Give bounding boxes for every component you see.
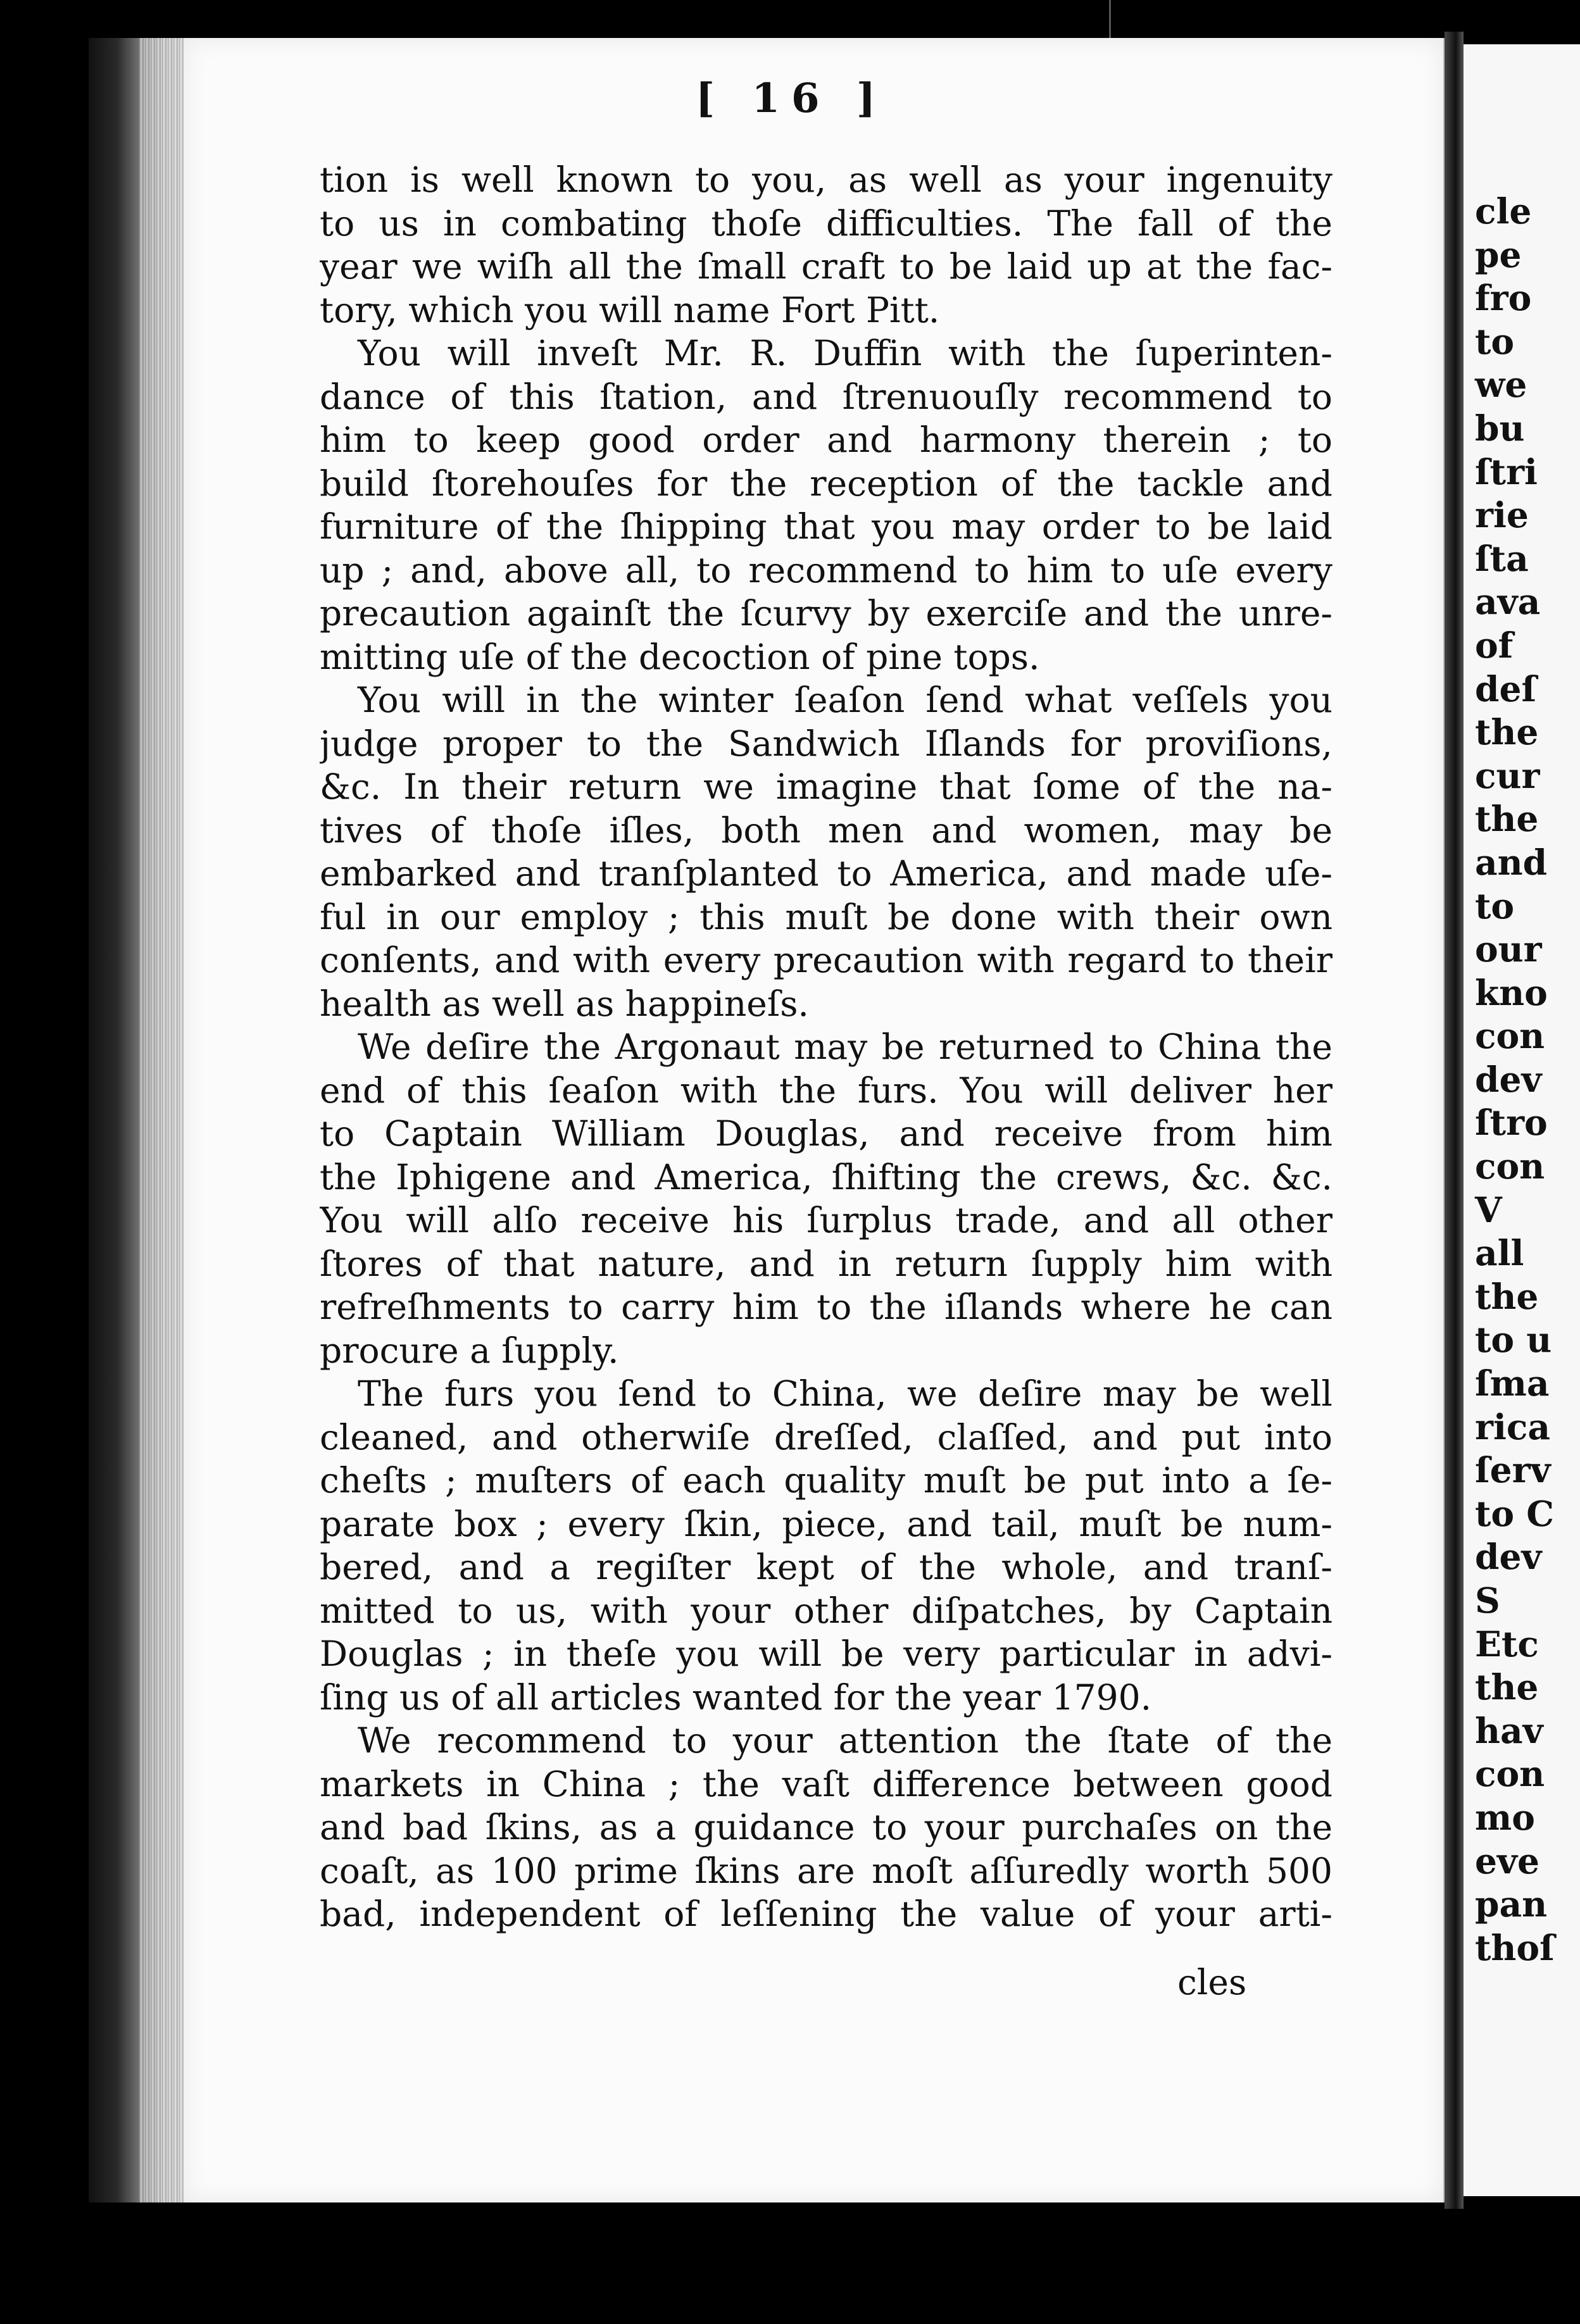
facing-page-line: to C bbox=[1475, 1492, 1555, 1534]
facing-page-line: pe bbox=[1475, 234, 1522, 275]
facing-page-line: ſtri bbox=[1475, 451, 1538, 492]
text-line: to Captain William Douglas, and receive from him bbox=[320, 1113, 1332, 1154]
text-line: tives of thoſe iſles, both men and women, may be bbox=[320, 809, 1332, 851]
text-line: coaſt, as 100 prime ſkins are moſt aſſuredly worth 500 bbox=[320, 1850, 1332, 1891]
text-line: ful in our employ ; this muſt be done with their own bbox=[320, 896, 1332, 937]
facing-page-line: kno bbox=[1475, 971, 1548, 1013]
text-line: cleaned, and otherwiſe dreſſed, claſſed, and put into bbox=[320, 1416, 1332, 1458]
facing-page-line: deſ bbox=[1475, 668, 1537, 709]
text-line: procure a ſupply. bbox=[320, 1330, 619, 1371]
page-number: [ 16 ] bbox=[695, 75, 887, 122]
facing-page-line: to bbox=[1475, 320, 1515, 362]
facing-page-line: we bbox=[1475, 364, 1527, 406]
facing-page-line: con bbox=[1475, 1753, 1545, 1795]
text-line: health as well as happineſs. bbox=[320, 983, 809, 1024]
facing-page-line: con bbox=[1475, 1015, 1545, 1057]
facing-page-line: ſma bbox=[1475, 1363, 1550, 1404]
facing-page-line: mo bbox=[1475, 1796, 1535, 1838]
facing-page-line: hav bbox=[1475, 1709, 1543, 1751]
facing-page-line: the bbox=[1475, 1275, 1539, 1317]
facing-page-line: Etc bbox=[1475, 1623, 1539, 1665]
facing-page-line: the bbox=[1475, 1666, 1539, 1708]
text-line: ſtores of that nature, and in return ſupply him with bbox=[320, 1243, 1332, 1284]
text-line: dance of this ſtation, and ſtrenuouſly recommend to bbox=[320, 376, 1332, 417]
facing-page-line: to bbox=[1475, 885, 1515, 927]
text-line: The furs you ſend to China, we deſire may be well bbox=[358, 1373, 1332, 1414]
text-line: build ſtorehouſes for the reception of the tackle and bbox=[320, 463, 1332, 504]
scan-mark bbox=[1109, 0, 1111, 38]
facing-page-line: bu bbox=[1475, 407, 1525, 449]
facing-page-line: ſta bbox=[1475, 537, 1529, 579]
facing-page-line: ſtro bbox=[1475, 1102, 1548, 1144]
text-line: end of this ſeaſon with the furs. You will deliver her bbox=[320, 1070, 1332, 1111]
facing-page-line: dev bbox=[1475, 1536, 1542, 1578]
facing-page-line: fro bbox=[1475, 277, 1532, 319]
text-line: the Iphigene and America, ſhifting the crews, &c. &c. bbox=[320, 1156, 1332, 1197]
facing-page-line: rie bbox=[1475, 494, 1529, 536]
catchword: cles bbox=[1177, 1962, 1247, 2002]
text-line: You will alſo receive his ſurplus trade, and all other bbox=[320, 1200, 1332, 1240]
text-line: We deſire the Argonaut may be returned to China the bbox=[358, 1027, 1332, 1067]
text-line: markets in China ; the vaſt difference between good bbox=[320, 1763, 1332, 1804]
text-line: bered, and a regiſter kept of the whole, and tranſ- bbox=[320, 1547, 1332, 1587]
facing-page-line: of bbox=[1475, 624, 1514, 666]
facing-page-line: the bbox=[1475, 798, 1539, 840]
facing-page-line: the bbox=[1475, 711, 1539, 753]
book-gutter bbox=[1445, 32, 1464, 2209]
text-line: You will in the winter ſeaſon ſend what veſſels you bbox=[358, 680, 1332, 720]
text-line: and bad ſkins, as a guidance to your purchaſes on the bbox=[320, 1807, 1332, 1847]
text-line: tion is well known to you, as well as your ingenuity bbox=[320, 159, 1332, 200]
text-line: mitting uſe of the decoction of pine tops. bbox=[320, 636, 1040, 677]
facing-page-line: pan bbox=[1475, 1884, 1548, 1925]
text-line: Douglas ; in theſe you will be very particular in advi- bbox=[320, 1634, 1332, 1674]
facing-page bbox=[1464, 44, 1580, 2196]
facing-page-line: and bbox=[1475, 841, 1548, 883]
facing-page-line: S bbox=[1475, 1580, 1500, 1621]
facing-page-line: V bbox=[1475, 1189, 1502, 1230]
text-line: &c. In their return we imagine that ſome of the na- bbox=[320, 766, 1332, 807]
facing-page-line: to u bbox=[1475, 1319, 1552, 1361]
text-line: ſing us of all articles wanted for the year 1790. bbox=[320, 1677, 1152, 1718]
facing-page-line: dev bbox=[1475, 1058, 1542, 1100]
facing-page-line: our bbox=[1475, 928, 1542, 970]
text-line: cheſts ; muſters of each quality muſt be put into a ſe- bbox=[320, 1460, 1332, 1501]
text-line: conſents, and with every precaution with regard to their bbox=[320, 940, 1332, 980]
text-line: parate box ; every ſkin, piece, and tail, muſt be num- bbox=[320, 1503, 1332, 1544]
page-stack-edge bbox=[139, 38, 184, 2202]
text-line: We recommend to your attention the ſtate of the bbox=[358, 1720, 1332, 1761]
text-line: refreſhments to carry him to the iſlands where he can bbox=[320, 1287, 1332, 1327]
text-line: furniture of the ſhipping that you may order to be laid bbox=[320, 506, 1332, 547]
facing-page-line: cle bbox=[1475, 191, 1532, 232]
facing-page-line: ſerv bbox=[1475, 1449, 1551, 1491]
text-line: up ; and, above all, to recommend to him to uſe every bbox=[320, 549, 1332, 590]
text-line: bad, independent of leſſening the value of your arti- bbox=[320, 1894, 1332, 1934]
text-line: him to keep good order and harmony therein ; to bbox=[320, 420, 1332, 460]
facing-page-line: cur bbox=[1475, 754, 1540, 796]
text-line: to us in combating thoſe difficulties. The fall of the bbox=[320, 203, 1332, 244]
text-line: embarked and tranſplanted to America, and made uſe- bbox=[320, 853, 1332, 894]
facing-page-line: con bbox=[1475, 1146, 1545, 1187]
text-line: tory, which you will name Fort Pitt. bbox=[320, 289, 940, 330]
facing-page-line: all bbox=[1475, 1232, 1524, 1274]
facing-page-line: ava bbox=[1475, 581, 1541, 623]
facing-page-text bbox=[1464, 44, 1580, 1970]
facing-page-line: thoſ bbox=[1475, 1927, 1555, 1968]
text-line: You will inveſt Mr. R. Duffin with the ſuperinten- bbox=[358, 333, 1332, 373]
facing-page-line: rica bbox=[1475, 1406, 1550, 1447]
text-line: precaution againſt the ſcurvy by exerciſe and the unre- bbox=[320, 593, 1332, 634]
text-line: year we wiſh all the ſmall craft to be laid up at the fac- bbox=[320, 246, 1332, 287]
facing-page-line: eve bbox=[1475, 1840, 1539, 1882]
text-line: mitted to us, with your other diſpatches, by Captain bbox=[320, 1590, 1332, 1631]
body-text bbox=[320, 158, 1332, 1936]
text-line: judge proper to the Sandwich Iſlands for proviſions, bbox=[320, 723, 1332, 764]
